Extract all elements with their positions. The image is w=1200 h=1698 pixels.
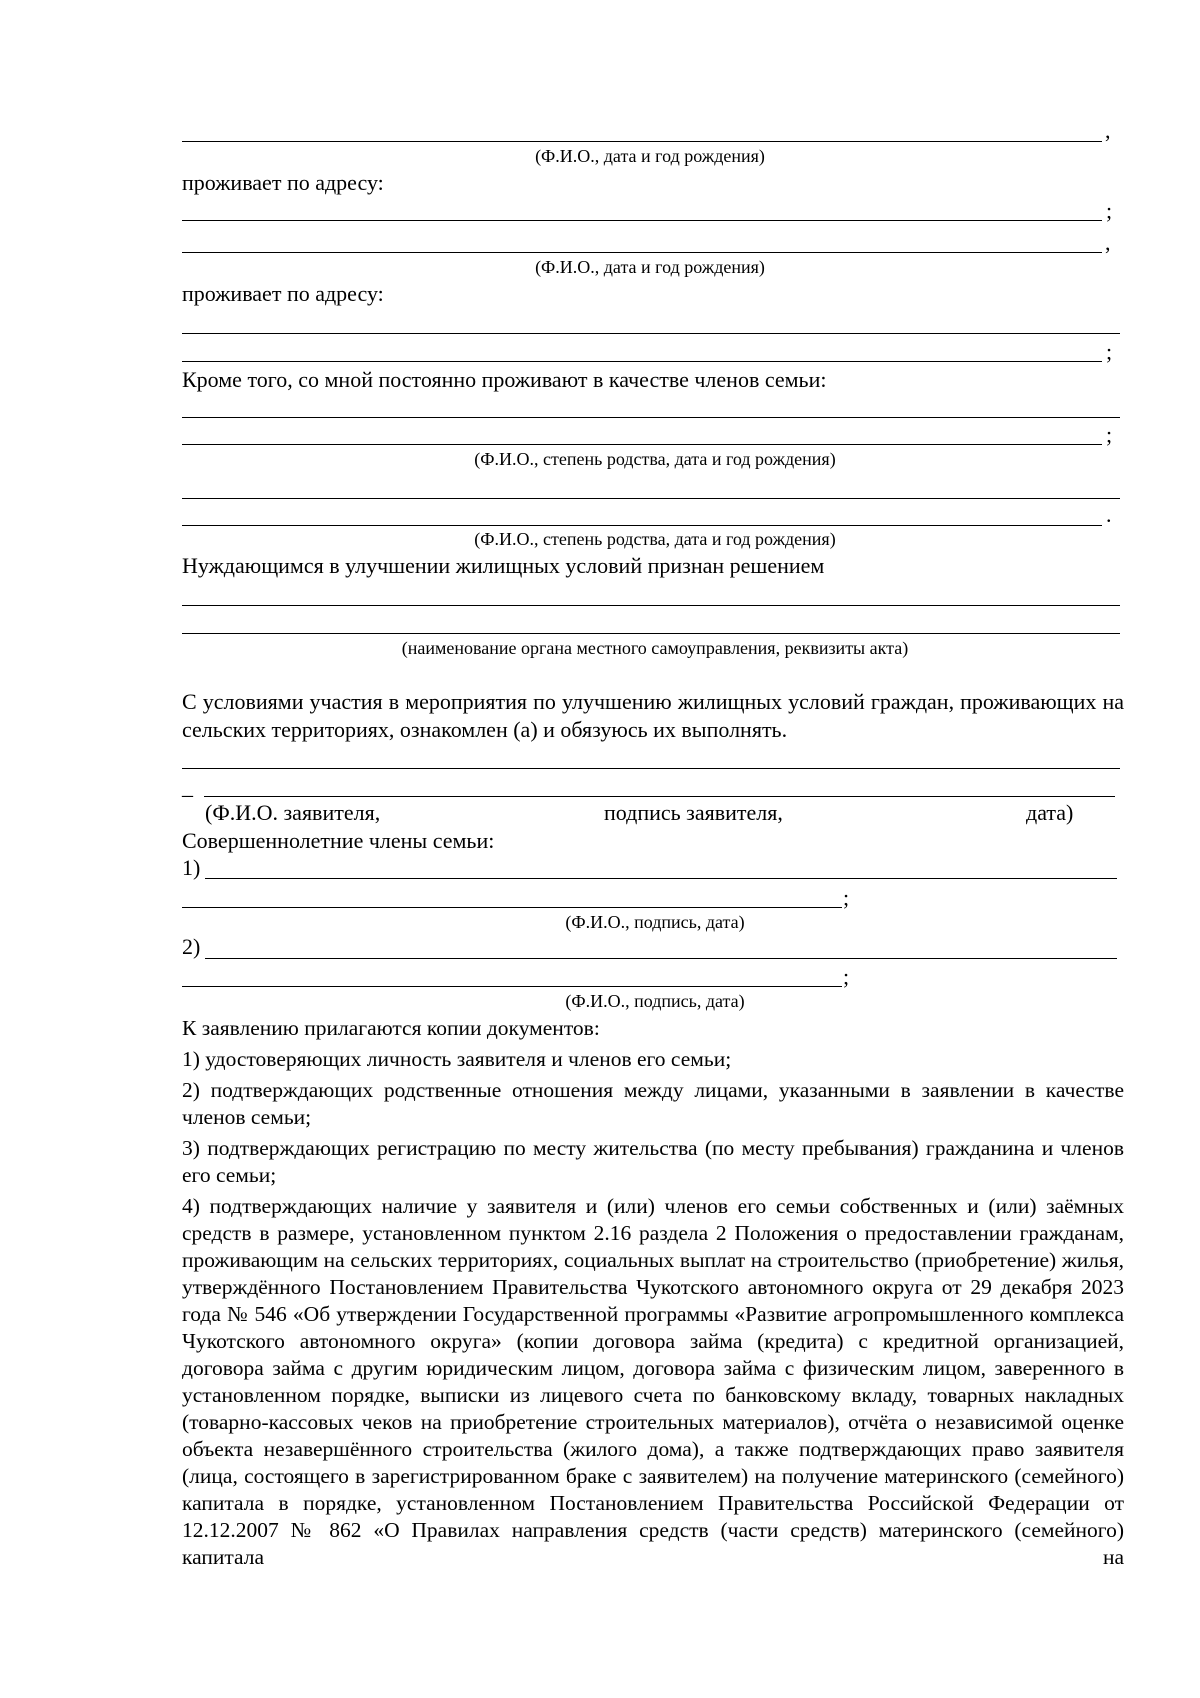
period-mark: . [1106, 502, 1112, 527]
fill-line[interactable] [205, 878, 1117, 879]
fill-line[interactable] [182, 907, 842, 908]
semicolon-mark: ; [1106, 422, 1113, 447]
fill-line[interactable] [182, 498, 1120, 499]
fill-line[interactable] [182, 986, 842, 987]
adult-members-label: Совершеннолетние члены семьи: [182, 828, 495, 853]
field-hint: (Ф.И.О., подпись, дата) [565, 912, 745, 932]
comma-mark: , [1105, 118, 1111, 143]
semicolon-mark: ; [843, 964, 850, 989]
attachments-block [182, 1015, 1124, 1571]
fill-line[interactable] [182, 525, 1102, 526]
fill-line[interactable] [182, 417, 1120, 418]
attachment-item: 2) подтверждающих родственные отношения между лицами, указанными в заявлении в качестве членов семьи; [182, 1078, 1124, 1129]
field-hint: (Ф.И.О., дата и год рождения) [535, 257, 765, 277]
fill-line[interactable] [182, 633, 1120, 634]
fill-line[interactable] [182, 444, 1102, 445]
fill-line[interactable] [182, 333, 1120, 334]
field-hint: (Ф.И.О., степень родства, дата и год рождения) [474, 449, 836, 469]
signature-line[interactable] [204, 796, 1115, 797]
conditions-paragraph: С условиями участия в мероприятия по улучшению жилищных условий граждан, проживающих на сельских территориях, ознакомлен (а) и обязуюсь их выполнять. [182, 689, 1124, 742]
fill-line[interactable] [182, 605, 1120, 606]
attachments-intro: К заявлению прилагаются копии документов: [182, 1016, 600, 1040]
fill-line[interactable] [182, 141, 1102, 142]
dash-mark: _ [182, 774, 193, 799]
member-1-number: 1) [182, 855, 201, 880]
comma-mark: , [1105, 230, 1111, 255]
recognized-label: Нуждающимся в улучшении жилищных условий признан решением [182, 553, 825, 578]
attachment-item: 3) подтверждающих регистрацию по месту жительства (по месту пребывания) гражданина и членов его семьи; [182, 1136, 1124, 1187]
sig-date-caption: дата) [1026, 800, 1074, 825]
semicolon-mark: ; [1106, 198, 1113, 223]
attachment-item: 4) подтверждающих наличие у заявителя и (или) членов его семьи собственных и (или) заёмных средств в размере, установленном пунктом 2.16 раздела 2 Положения о предоставлении гражданам, проживающим на сельских территориях, социальных выплат на строительство (приобретение) жилья, утверждённого Постановлением Правительства Чукотского автономного округа от 29 декабря 2023 года № 546 «Об утверждении Государственной программы «Развитие агропромышленного комплекса Чукотского автономного округа» (копии договора займа (кредита) с кредитной организацией, договора займа с другим юридическим лицом, договора займа с физическим лицом, заверенного в установленном порядке, выписки из лицевого счета по банковскому вкладу, товарных накладных (товарно-кассовых чеков на приобретение строительных материалов), отчёта о независимой оценке объекта незавершённого строительства (жилого дома), а также подтверждающих право заявителя (лица, состоящего в зарегистрированном браке с заявителем) на получение материнского (семейного) капитала в порядке, установленном Постановлением Правительства Российской Федерации от 12.12.2007 № 862 «О Правилах направления средств (части средств) материнского (семейного) капитала на [182, 1194, 1124, 1569]
sig-sign-caption: подпись заявителя, [604, 800, 783, 825]
attachment-item: 1) удостоверяющих личность заявителя и членов его семьи; [182, 1047, 732, 1071]
lives-at-label: проживает по адресу: [182, 170, 384, 195]
semicolon-mark: ; [843, 885, 850, 910]
fill-line[interactable] [182, 768, 1120, 769]
also-living-label: Кроме того, со мной постоянно проживают в качестве членов семьи: [182, 367, 827, 392]
fill-line[interactable] [205, 958, 1117, 959]
sig-fio-caption: (Ф.И.О. заявителя, [205, 800, 381, 825]
fill-line[interactable] [182, 220, 1102, 221]
lives-at-label: проживает по адресу: [182, 281, 384, 306]
fill-line[interactable] [182, 361, 1102, 362]
member-2-number: 2) [182, 934, 201, 959]
field-hint: (Ф.И.О., подпись, дата) [565, 991, 745, 1011]
field-hint: (Ф.И.О., степень родства, дата и год рождения) [474, 529, 836, 549]
semicolon-mark: ; [1106, 339, 1113, 364]
field-hint: (Ф.И.О., дата и год рождения) [535, 146, 765, 166]
field-hint: (наименование органа местного самоуправления, реквизиты акта) [401, 638, 909, 658]
fill-line[interactable] [182, 252, 1102, 253]
